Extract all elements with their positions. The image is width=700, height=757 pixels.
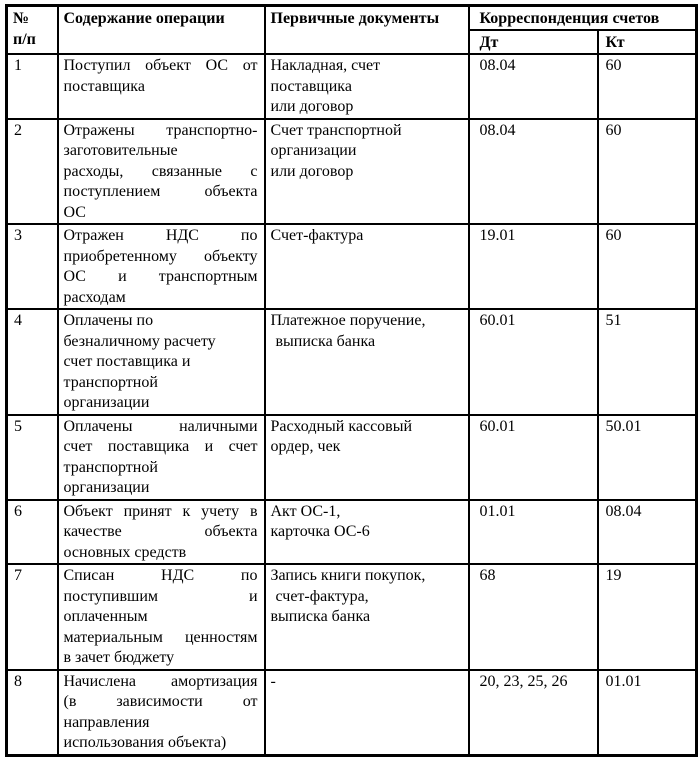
credit-cell: 08.04 bbox=[598, 500, 697, 565]
operation-cell bbox=[58, 670, 265, 756]
row-number-cell: 4 bbox=[7, 309, 58, 415]
credit-cell: 60 bbox=[598, 119, 697, 225]
documents-cell bbox=[265, 224, 469, 309]
documents-cell bbox=[265, 500, 469, 565]
documents-cell bbox=[265, 119, 469, 225]
document-line: или договор bbox=[270, 98, 354, 115]
header-documents: Первичные документы bbox=[265, 6, 469, 55]
debit-cell: 68 bbox=[469, 564, 598, 670]
documents-cell bbox=[265, 309, 469, 415]
operation-line: организации bbox=[63, 394, 150, 411]
operation-cell bbox=[58, 415, 265, 500]
operation-line: поставщика bbox=[63, 77, 145, 95]
documents-cell bbox=[265, 670, 469, 756]
document-line: Счет-фактура bbox=[270, 227, 364, 244]
table-row bbox=[7, 564, 697, 670]
header-num-line2: п/п bbox=[13, 31, 36, 48]
debit-cell: 08.04 bbox=[469, 119, 598, 225]
operation-line: счет поставщика и счет bbox=[63, 438, 258, 455]
accounting-operations-table bbox=[5, 4, 698, 757]
credit-cell: 60 bbox=[598, 54, 697, 119]
operation-line: Отражен НДС по bbox=[63, 227, 258, 244]
table-row bbox=[7, 309, 697, 415]
credit-cell: 01.01 bbox=[598, 670, 697, 756]
operation-line: использования объекта) bbox=[63, 734, 227, 751]
operation-line: Оплачены наличными bbox=[63, 417, 258, 435]
document-line: Запись книги покупок, bbox=[270, 567, 426, 584]
table-row bbox=[7, 500, 697, 565]
credit-cell: 60 bbox=[598, 224, 697, 309]
operation-line: расходам bbox=[63, 288, 126, 306]
operation-line: приобретенному объекту bbox=[63, 247, 258, 265]
document-line: Платежное поручение, bbox=[270, 312, 426, 329]
table-row bbox=[7, 54, 697, 119]
operation-line: оплаченным bbox=[63, 608, 148, 625]
row-number-cell: 2 bbox=[7, 119, 58, 225]
document-line: выписка банка bbox=[270, 608, 371, 625]
operation-line: организации bbox=[63, 479, 150, 496]
operation-line: ОС bbox=[63, 203, 86, 221]
debit-cell: 01.01 bbox=[469, 500, 598, 565]
operation-line: поступившим и bbox=[63, 587, 258, 605]
document-line: счет-фактура, bbox=[275, 587, 369, 605]
table-row bbox=[7, 224, 697, 309]
operation-line: Начислена амортизация bbox=[63, 672, 258, 690]
row-number-cell: 1 bbox=[7, 54, 58, 119]
operation-line: счет поставщика и bbox=[63, 353, 191, 370]
debit-cell: 08.04 bbox=[469, 54, 598, 119]
header-credit: Кт bbox=[598, 30, 697, 54]
debit-cell: 60.01 bbox=[469, 415, 598, 500]
header-num-line1: № bbox=[13, 10, 30, 27]
document-line: организации bbox=[270, 142, 357, 159]
operation-line: Оплачены по bbox=[63, 312, 154, 329]
row-number-cell: 3 bbox=[7, 224, 58, 309]
table-row bbox=[7, 415, 697, 500]
documents-cell bbox=[265, 564, 469, 670]
operation-line: транспортной bbox=[63, 458, 158, 476]
document-line: Счет транспортной bbox=[270, 121, 402, 139]
table-row bbox=[7, 670, 697, 756]
operation-line: Объект принят к учету в bbox=[63, 502, 258, 520]
operation-line: расходы, связанные с bbox=[63, 162, 258, 180]
header-correspondence: Корреспонденция счетов bbox=[469, 6, 697, 31]
debit-cell: 60.01 bbox=[469, 309, 598, 415]
row-number-cell: 7 bbox=[7, 564, 58, 670]
operation-cell bbox=[58, 224, 265, 309]
document-line: карточка ОС-6 bbox=[270, 523, 370, 540]
document-line: выписка банка bbox=[275, 332, 376, 350]
documents-cell bbox=[265, 54, 469, 119]
row-number-cell: 8 bbox=[7, 670, 58, 756]
documents-cell bbox=[265, 415, 469, 500]
operation-line: основных средств bbox=[63, 543, 187, 561]
operation-line: поступлением объекта bbox=[63, 183, 258, 200]
document-line: Накладная, счет bbox=[270, 57, 381, 74]
operation-line: ОС и транспортным bbox=[63, 268, 258, 285]
operation-line: (в зависимости от bbox=[63, 693, 258, 710]
operation-cell bbox=[58, 500, 265, 565]
operation-line: качестве объекта bbox=[63, 523, 258, 540]
credit-cell: 50.01 bbox=[598, 415, 697, 500]
document-line: Акт ОС-1, bbox=[270, 502, 341, 520]
operation-line: заготовительные bbox=[63, 142, 178, 159]
credit-cell: 51 bbox=[598, 309, 697, 415]
document-line: поставщика bbox=[270, 77, 352, 95]
table-row bbox=[7, 119, 697, 225]
operation-cell bbox=[58, 119, 265, 225]
operation-line: направления bbox=[63, 713, 150, 731]
operation-line: транспортной bbox=[63, 373, 158, 391]
row-number-cell: 6 bbox=[7, 500, 58, 565]
document-line: ордер, чек bbox=[270, 438, 341, 455]
document-line: - bbox=[270, 672, 276, 690]
operation-line: Отражены транспортно- bbox=[63, 121, 258, 139]
document-line: или договор bbox=[270, 162, 354, 180]
operation-line: в зачет бюджету bbox=[63, 649, 175, 666]
credit-cell: 19 bbox=[598, 564, 697, 670]
operation-line: материальным ценностям bbox=[63, 628, 258, 646]
operation-cell bbox=[58, 54, 265, 119]
operation-cell bbox=[58, 564, 265, 670]
header-row-number bbox=[7, 6, 58, 55]
operation-line: Поступил объект ОС от bbox=[63, 57, 258, 74]
debit-cell: 20, 23, 25, 26 bbox=[469, 670, 598, 756]
debit-cell: 19.01 bbox=[469, 224, 598, 309]
operation-line: безналичному расчету bbox=[63, 332, 216, 350]
header-debit: Дт bbox=[469, 30, 598, 54]
header-operation: Содержание операции bbox=[58, 6, 265, 55]
document-line: Расходный кассовый bbox=[270, 417, 413, 435]
row-number-cell: 5 bbox=[7, 415, 58, 500]
operation-line: Списан НДС по bbox=[63, 567, 258, 584]
operation-cell bbox=[58, 309, 265, 415]
